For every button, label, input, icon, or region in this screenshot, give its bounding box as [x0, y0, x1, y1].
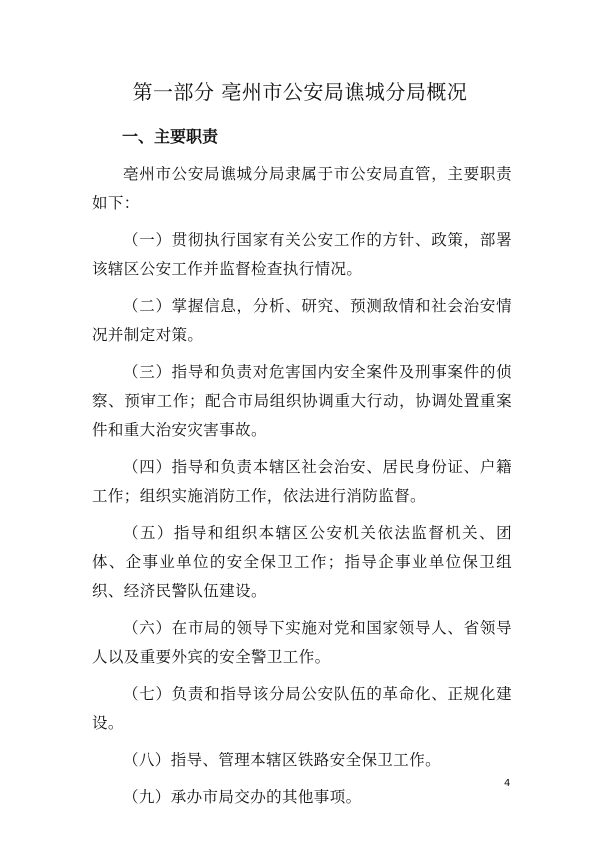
paragraph-duty-6: （六）在市局的领导下实施对党和国家领导人、省领导人以及重要外宾的安全警卫工作。	[92, 619, 512, 666]
paragraph-duty-4: （四）指导和负责本辖区社会治安、居民身份证、户籍工作；组织实施消防工作，依法进行消防监督。	[92, 458, 512, 505]
paragraph-duty-5: （五）指导和组织本辖区公安机关依法监督机关、团体、企事业单位的安全保卫工作；指导企事业单位保卫组织、经济民警队伍建设。	[92, 524, 512, 600]
paragraph-duty-2: （二）掌握信息，分析、研究、预测敌情和社会治安情况并制定对策。	[92, 297, 512, 344]
paragraph-duty-8: （八）指导、管理本辖区铁路安全保卫工作。	[123, 751, 442, 769]
paragraph-duty-3: （三）指导和负责对危害国内安全案件及刑事案件的侦察、预审工作；配合市局组织协调重大行动，协调处置重案件和重大治安灾害事故。	[92, 363, 512, 439]
section-heading: 一、主要职责	[122, 127, 219, 146]
page-title: 第一部分 亳州市公安局谯城分局概况	[132, 80, 468, 104]
paragraph-intro: 亳州市公安局谯城分局隶属于市公安局直管，主要职责如下：	[92, 165, 512, 212]
paragraph-duty-7: （七）负责和指导该分局公安队伍的革命化、正规化建设。	[92, 685, 512, 732]
document-body	[92, 160, 512, 820]
page-number: 4	[504, 778, 511, 789]
paragraph-duty-9: （九）承办市局交办的其他事项。	[123, 788, 362, 806]
paragraph-duty-1: （一）贯彻执行国家有关公安工作的方针、政策，部署该辖区公安工作并监督检查执行情况。	[92, 231, 512, 278]
